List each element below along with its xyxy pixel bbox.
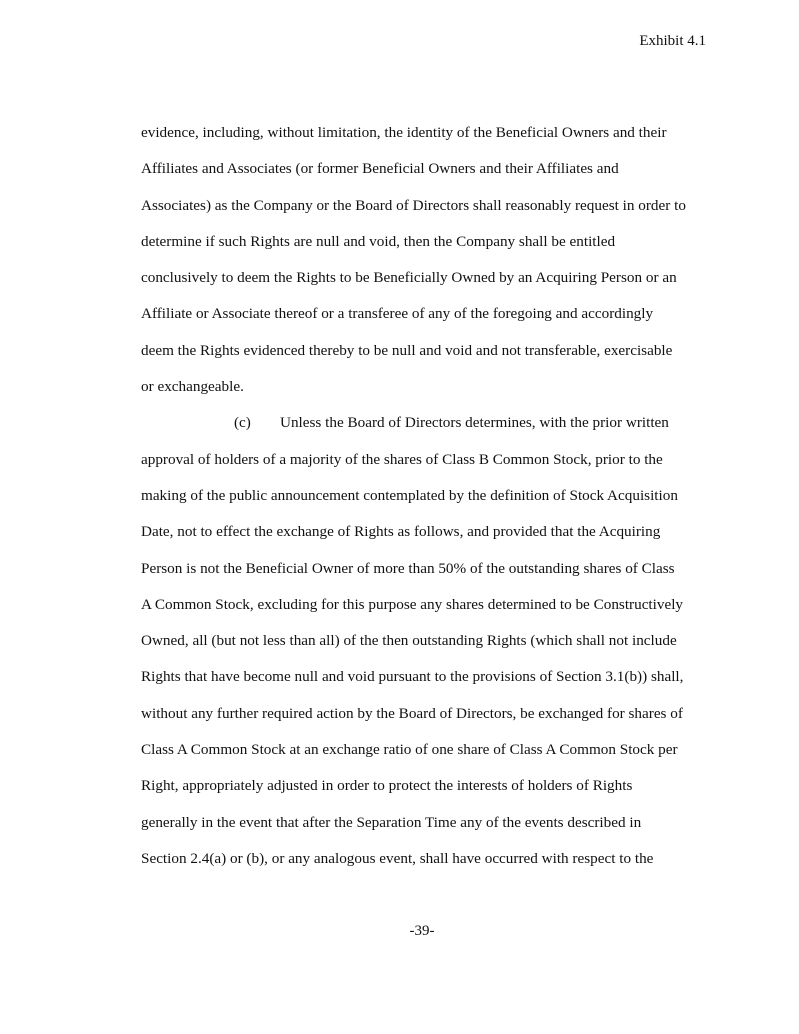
body-line: without any further required action by the Board of Directors, be exchanged for shares of xyxy=(141,704,683,722)
body-line: generally in the event that after the Separation Time any of the events described in xyxy=(141,813,642,831)
document-body xyxy=(141,122,721,884)
paragraph-c-first-text: Unless the Board of Directors determines, with the prior written xyxy=(280,414,669,432)
body-line: Class A Common Stock at an exchange ratio of one share of Class A Common Stock per xyxy=(141,741,678,759)
body-line: determine if such Rights are null and void, then the Company shall be entitled xyxy=(141,232,616,250)
body-line: Affiliates and Associates (or former Beneficial Owners and their Affiliates and xyxy=(141,160,619,178)
paragraph-marker: (c) xyxy=(234,414,251,432)
body-line: Person is not the Beneficial Owner of more than 50% of the outstanding shares of Class xyxy=(141,559,675,577)
body-line: Owned, all (but not less than all) of the then outstanding Rights (which shall not include xyxy=(141,632,677,650)
body-line: making of the public announcement contemplated by the definition of Stock Acquisition xyxy=(141,486,678,504)
body-line: Associates) as the Company or the Board of Directors shall reasonably request in order to xyxy=(141,196,686,214)
body-line: conclusively to deem the Rights to be Beneficially Owned by an Acquiring Person or an xyxy=(141,269,677,287)
page-number: -39- xyxy=(409,923,435,939)
body-line: approval of holders of a majority of the shares of Class B Common Stock, prior to the xyxy=(141,450,663,468)
paragraph-c-first-line xyxy=(141,412,721,448)
body-line: Rights that have become null and void pursuant to the provisions of Section 3.1(b)) shall, xyxy=(141,668,684,686)
body-line: Right, appropriately adjusted in order to protect the interests of holders of Rights xyxy=(141,777,633,795)
body-line: deem the Rights evidenced thereby to be null and void and not transferable, exercisable xyxy=(141,341,673,359)
body-line: or exchangeable. xyxy=(141,378,244,396)
body-line: Section 2.4(a) or (b), or any analogous event, shall have occurred with respect to the xyxy=(141,849,654,867)
body-line: Date, not to effect the exchange of Rights as follows, and provided that the Acquiring xyxy=(141,523,661,541)
exhibit-label: Exhibit 4.1 xyxy=(639,33,706,49)
body-line: Affiliate or Associate thereof or a transferee of any of the foregoing and accordingly xyxy=(141,305,654,323)
body-line: evidence, including, without limitation, the identity of the Beneficial Owners and their xyxy=(141,124,667,141)
body-line: A Common Stock, excluding for this purpose any shares determined to be Constructively xyxy=(141,595,684,613)
